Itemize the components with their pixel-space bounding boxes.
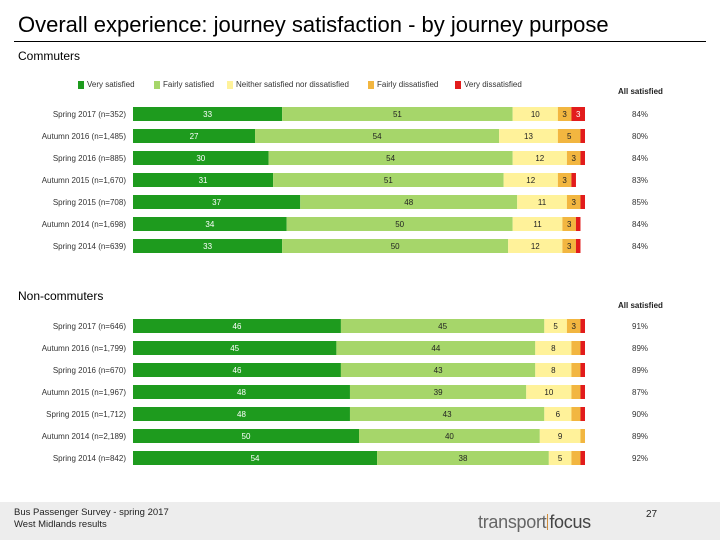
- data-label: 10: [544, 388, 554, 397]
- data-label: 37: [212, 198, 222, 207]
- page-title: Overall experience: journey satisfaction - by journey purpose: [18, 12, 609, 37]
- data-label: 9: [557, 432, 563, 441]
- data-label: 50: [395, 220, 405, 229]
- data-label: 40: [444, 432, 454, 441]
- data-label: 54: [372, 132, 382, 141]
- legend-label: Fairly dissatisfied: [377, 80, 439, 89]
- footer-survey-name: Bus Passenger Survey - spring 2017: [14, 507, 169, 518]
- data-label: 6: [555, 410, 561, 419]
- all-satisfied-value: 90%: [632, 410, 649, 419]
- data-label: 3: [566, 220, 572, 229]
- all-satisfied-value: 91%: [632, 322, 649, 331]
- data-label: 43: [433, 366, 443, 375]
- data-label: 3: [571, 198, 576, 207]
- data-label: 45: [438, 322, 448, 331]
- all-satisfied-header-commuters: All satisfied: [618, 87, 663, 96]
- data-label: 43: [442, 410, 452, 419]
- legend-label: Very satisfied: [87, 80, 135, 89]
- category-label: Spring 2016 (n=885): [52, 154, 126, 163]
- bar-segment: [571, 385, 580, 399]
- data-label: 3: [571, 154, 576, 163]
- data-label: 11: [537, 198, 547, 207]
- category-label: Autumn 2016 (n=1,799): [41, 344, 126, 353]
- category-label: Spring 2014 (n=842): [52, 454, 126, 463]
- category-label: Spring 2015 (n=1,712): [46, 410, 126, 419]
- data-label: 45: [230, 344, 240, 353]
- all-satisfied-value: 92%: [632, 454, 649, 463]
- legend-label: Fairly satisfied: [163, 80, 215, 89]
- all-satisfied-value: 83%: [632, 176, 649, 185]
- bar-segment: [576, 239, 581, 253]
- bar-segment: [580, 429, 585, 443]
- category-label: Spring 2016 (n=670): [52, 366, 126, 375]
- non-commuters-section-label: Non-commuters: [18, 289, 104, 303]
- data-label: 31: [198, 176, 208, 185]
- bar-segment: [580, 451, 585, 465]
- data-label: 5: [557, 454, 563, 463]
- data-label: 50: [390, 242, 400, 251]
- category-label: Autumn 2015 (n=1,670): [41, 176, 126, 185]
- data-label: 54: [386, 154, 396, 163]
- data-label: 38: [458, 454, 468, 463]
- legend-label: Neither satisfied nor dissatisfied: [236, 80, 349, 89]
- bar-segment: [580, 319, 585, 333]
- all-satisfied-header-non-commuters: All satisfied: [618, 301, 663, 310]
- bar-segment: [571, 451, 580, 465]
- data-label: 50: [241, 432, 251, 441]
- category-label: Spring 2015 (n=708): [52, 198, 126, 207]
- data-label: 33: [203, 242, 213, 251]
- legend-label: Very dissatisfied: [464, 80, 522, 89]
- data-label: 46: [232, 322, 242, 331]
- data-label: 33: [203, 110, 213, 119]
- footer-region: West Midlands results: [14, 519, 107, 530]
- data-label: 3: [562, 110, 567, 119]
- all-satisfied-value: 84%: [632, 154, 649, 163]
- category-label: Spring 2017 (n=352): [52, 110, 126, 119]
- data-label: 34: [205, 220, 215, 229]
- category-label: Autumn 2016 (n=1,485): [41, 132, 126, 141]
- bar-segment: [580, 363, 585, 377]
- data-label: 3: [566, 242, 572, 251]
- data-label: 27: [189, 132, 199, 141]
- brand-part2: focus: [549, 512, 591, 532]
- data-label: 54: [250, 454, 260, 463]
- commuters-section-label: Commuters: [18, 49, 81, 63]
- all-satisfied-value: 89%: [632, 432, 649, 441]
- data-label: 48: [237, 388, 246, 397]
- data-label: 51: [392, 110, 402, 119]
- data-label: 51: [383, 176, 393, 185]
- bar-segment: [571, 363, 580, 377]
- data-label: 8: [551, 366, 556, 375]
- data-label: 12: [530, 242, 540, 251]
- bar-segment: [576, 217, 581, 231]
- data-label: 30: [196, 154, 206, 163]
- data-label: 12: [526, 176, 536, 185]
- bar-segment: [580, 129, 585, 143]
- data-label: 8: [551, 344, 556, 353]
- footer-text: [14, 507, 169, 531]
- bar-segment: [571, 173, 576, 187]
- data-label: 12: [535, 154, 545, 163]
- bar-segment: [580, 385, 585, 399]
- data-label: 48: [237, 410, 246, 419]
- data-label: 39: [433, 388, 443, 397]
- category-label: Autumn 2015 (n=1,967): [41, 388, 126, 397]
- data-label: 5: [553, 322, 558, 331]
- bar-segment: [580, 407, 585, 421]
- data-label: 46: [232, 366, 242, 375]
- brand-part1: transport: [478, 512, 547, 532]
- all-satisfied-value: 84%: [632, 220, 649, 229]
- data-label: 3: [571, 322, 576, 331]
- data-label: 48: [404, 198, 414, 207]
- category-label: Spring 2014 (n=639): [52, 242, 126, 251]
- data-label: 11: [533, 220, 542, 229]
- all-satisfied-value: 85%: [632, 198, 649, 207]
- bar-segment: [571, 407, 580, 421]
- bar-segment: [571, 341, 580, 355]
- all-satisfied-value: 80%: [632, 132, 649, 141]
- bar-segment: [580, 195, 585, 209]
- bar-segment: [580, 151, 585, 165]
- page-number: 27: [646, 509, 658, 520]
- category-label: Autumn 2014 (n=1,698): [41, 220, 126, 229]
- data-label: 44: [431, 344, 441, 353]
- all-satisfied-value: 84%: [632, 242, 649, 251]
- data-label: 13: [524, 132, 533, 141]
- all-satisfied-value: 87%: [632, 388, 649, 397]
- category-label: Autumn 2014 (n=2,189): [41, 432, 126, 441]
- transport-focus-logo: [478, 512, 591, 533]
- data-label: 3: [575, 110, 581, 119]
- all-satisfied-value: 89%: [632, 344, 649, 353]
- all-satisfied-value: 84%: [632, 110, 649, 119]
- data-label: 5: [566, 132, 572, 141]
- data-label: 10: [530, 110, 540, 119]
- data-label: 3: [562, 176, 567, 185]
- all-satisfied-value: 89%: [632, 366, 649, 375]
- bar-segment: [580, 341, 585, 355]
- category-label: Spring 2017 (n=646): [52, 322, 126, 331]
